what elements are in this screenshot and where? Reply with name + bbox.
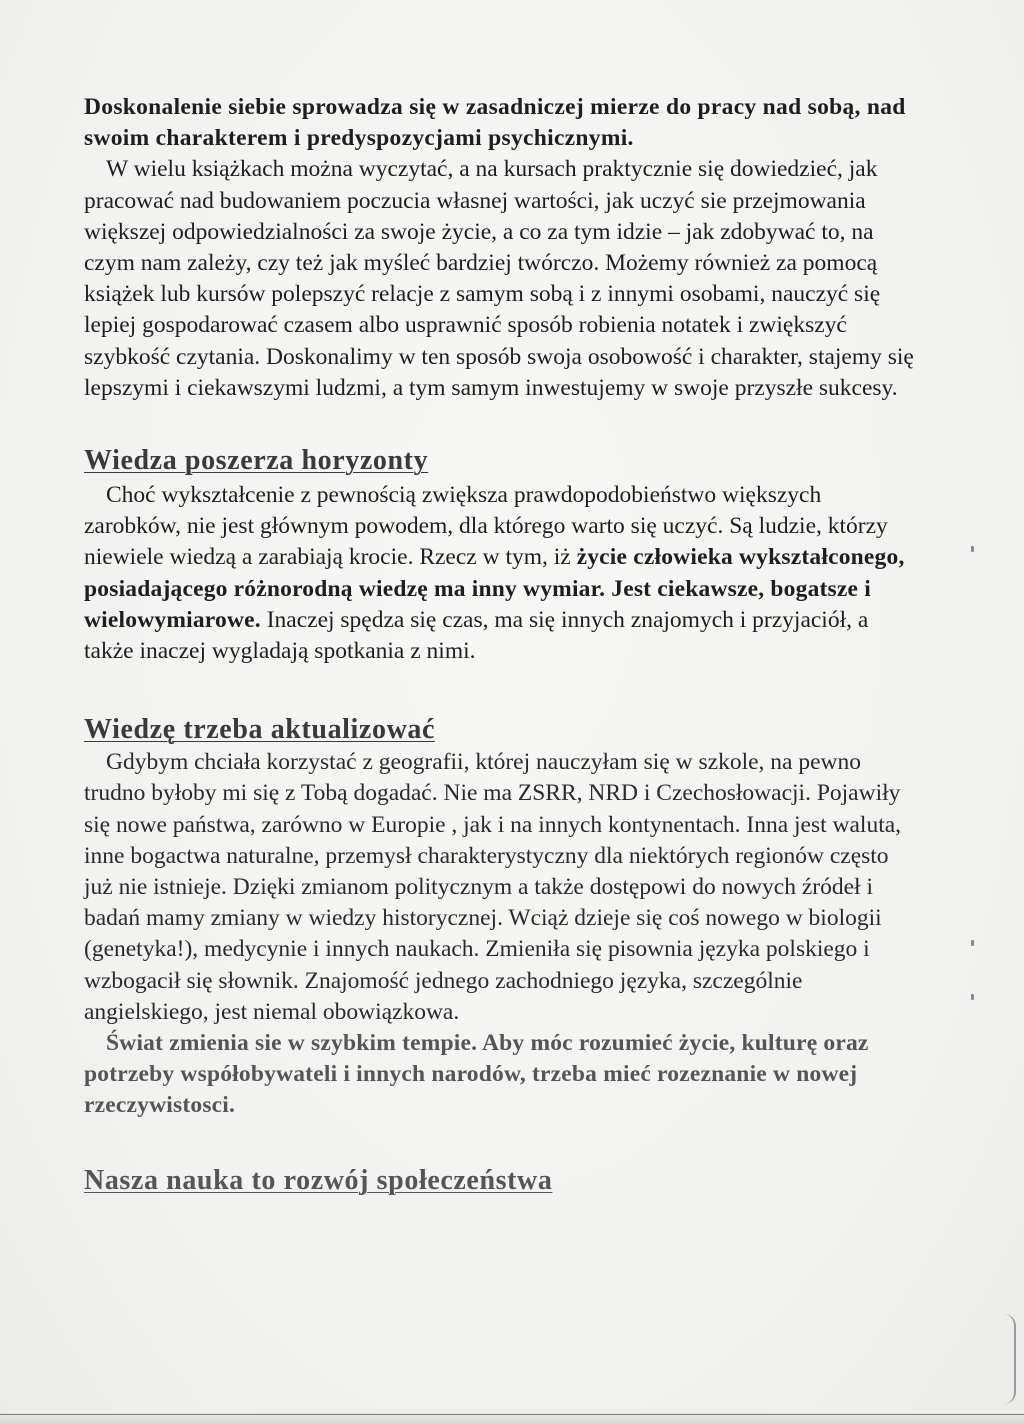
section-heading-society: Nasza nauka to rozwój społeczeństwa [84,1164,553,1196]
intro-body-text: W wielu książkach można wyczytać, a na kursach praktycznie się dowiedzieć, jak pracować nad budowaniem poczucia własnej wartości, jak uczyć sie przejmowania większej odpowiedzialności za swoje życie, a co za tym idzie – jak zdobywać to, na czym nam zależy, czy też jak myśleć bardziej twórczo. Możemy również za pomocą książek lub kursów polepszyć relacje z samym sobą i z innymi osobami, nauczyć się lepiej gospodarować czasem albo usprawnić sposób robienia notatek i zwiększyć szybkość czytania. Doskonalimy w ten sposób swoja osobowość i charakter, stajemy się lepszymi i ciekawszymi ludzmi, a tym samym inwestujemy w swoje przyszłe sukcesy. [84,156,914,401]
horizons-bold-text: życie człowieka wykształconego, posiadającego różnorodną wiedzę ma inny wymiar. Jest ciekawsze, bogatsze i wielowymiarowe. [84,544,905,633]
document-body [84,92,914,1198]
scan-speck [971,940,974,946]
horizons-text-start: Choć wykształcenie z pewnością zwiększa prawdopodobieństwo większych zarobków, nie jest głównym powodem, dla którego warto się uczyć. Są ludzie, którzy niewiele wiedzą a zarabiają krocie. Rzecz w tym, iż [84,482,888,571]
update-bold-text: Świat zmienia sie w szybkim tempie. Aby móc rozumieć życie, kulturę oraz potrzeby współobywateli i innych narodów, trzeba mieć rozeznanie w nowej rzeczywistosci. [84,1030,869,1119]
scan-bottom-edge [0,1410,1024,1424]
scan-speck [971,546,974,552]
intro-paragraph [84,92,914,404]
intro-bold-lead: Doskonalenie siebie sprowadza się w zasadniczej mierze do pracy nad sobą, nad swoim charakterem i predyspozycjami psychicznymi. [84,94,906,152]
section-paragraph-update [84,747,914,1121]
section-heading-horizons: Wiedza poszerza horyzonty [84,445,429,477]
horizons-text-end: Inaczej spędza się czas, ma się innych znajomych i przyjaciół, a także inaczej wygladają spotkania z nimi. [84,606,869,665]
section-paragraph-horizons [84,480,914,667]
update-text: Gdybym chciała korzystać z geografii, której nauczyłam się w szkole, na pewno trudno byłoby mi się z Tobą dogadać. Nie ma ZSRR, NRD i Czechosłowacji. Pojawiły się nowe państwa, zarówno w Europie , jak i na innych kontynentach. Inna jest waluta, inne bogactwa naturalne, przemysł charakterystyczny dla niektórych regionów często już nie istnieje. Dzięki zmianom politycznym a także dostępowi do nowych źródeł i badań mamy zmiany w wiedzy historycznej. Wciąż dzieje się coś nowego w biologii (genetyka!), medycynie i innych naukach. Zmieniła się pisownia języka polskiego i wzbogacił się słownik. Znajomość jednego zachodniego języka, szczególnie angielskiego, jest niemal obowiązkowa. [84,749,902,1025]
scan-speck [971,994,974,1000]
section-heading-update: Wiedzę trzeba aktualizować [84,714,436,746]
page-edge-curl [998,1314,1016,1404]
